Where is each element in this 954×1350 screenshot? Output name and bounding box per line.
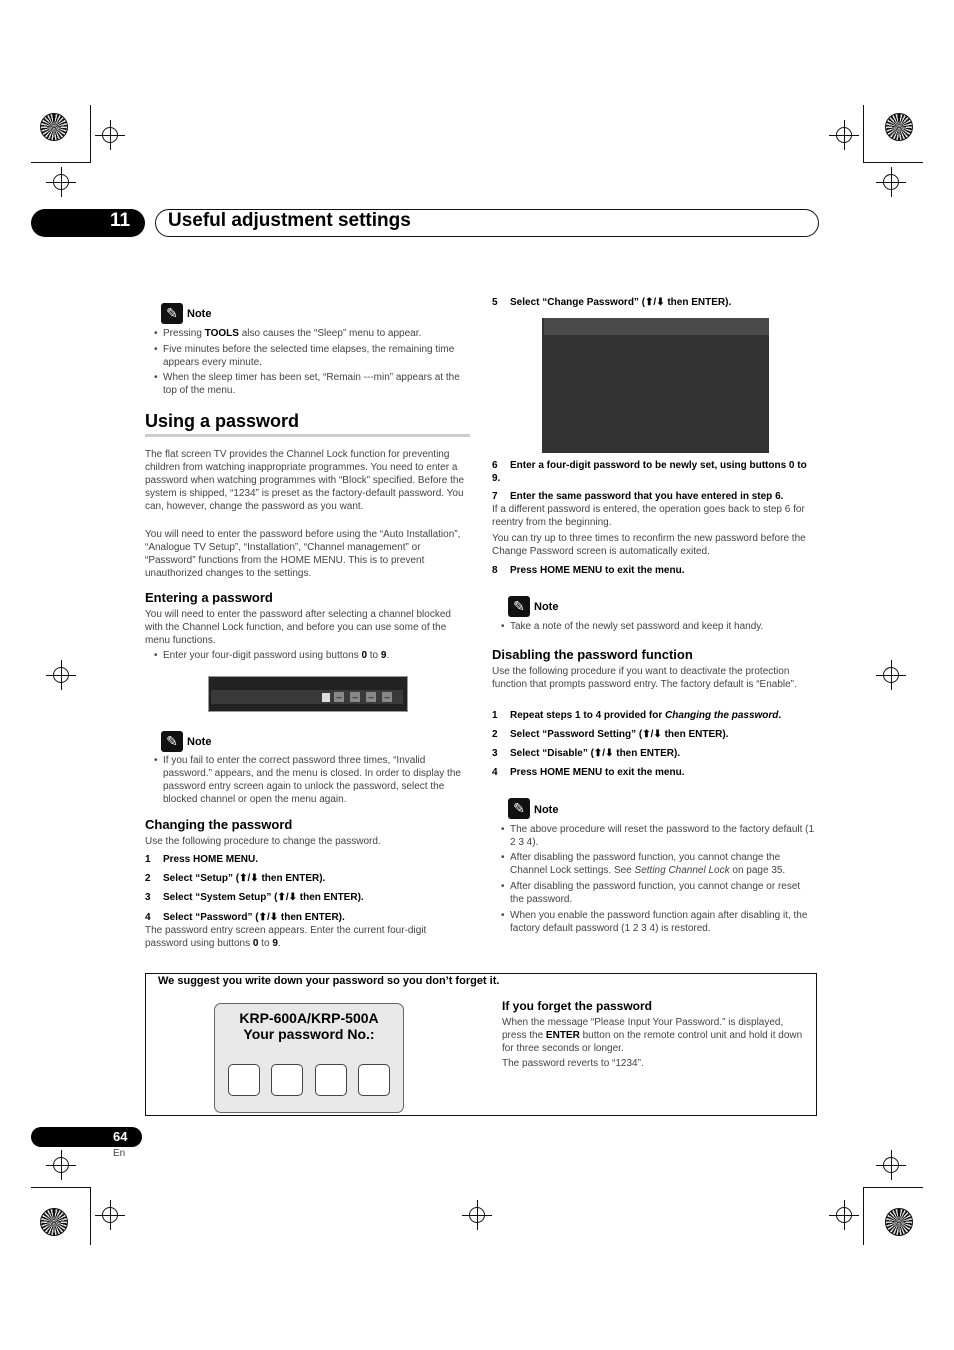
page-number: 64 [113, 1129, 128, 1144]
note-icon: ✎ [161, 731, 183, 752]
note-icon: ✎ [161, 303, 183, 324]
step-item: 4 Press HOME MENU to exit the menu. [492, 767, 685, 778]
step-item: 7 Enter the same password that you have entered in step 6. [492, 491, 784, 502]
paragraph: You will need to enter the password after selecting a channel blocked with the Channel Lock function, and before you can use some of the menu functions. [145, 609, 451, 646]
paragraph: You can try up to three times to reconfirm the new password before the Change Password screen is automatically exited. [492, 533, 806, 557]
subsection-title: Disabling the password function [492, 647, 693, 662]
list-item: • Take a note of the newly set password and keep it handy. [510, 620, 815, 633]
forget-paragraph: When the message “Please Input Your Password.” is displayed, press the ENTER button on the remote control unit and hold it down for three seconds or longer. [502, 1017, 803, 1054]
list-item: • The above procedure will reset the password to the factory default (1 2 3 4). [510, 823, 815, 849]
intro-paragraph: You will need to enter the password before using the “Auto Installation”, “Analogue TV Setup”, “Installation”, “Channel management” or “Password” functions from the HOME MENU. This is to prevent unauthorized changes to the settings. [145, 529, 461, 579]
password-digit-box [358, 1064, 390, 1096]
registration-star-icon [885, 1208, 913, 1236]
note-icon: ✎ [508, 798, 530, 819]
registration-star-icon [40, 113, 68, 141]
registration-mark-icon [883, 667, 899, 683]
section-title: Using a password [145, 411, 300, 431]
step-item: 5 Select “Change Password” (⬆/⬇ then ENTER). [492, 297, 732, 308]
list-item: • Five minutes before the selected time elapses, the remaining time appears every minute. [163, 343, 468, 369]
section-divider [145, 434, 470, 437]
note-label: Note [534, 601, 559, 613]
subsection-title: Changing the password [145, 817, 293, 832]
step-item: 6 Enter a four-digit password to be newly set, using buttons 0 to 9. [492, 460, 807, 484]
registration-mark-icon [836, 1207, 852, 1223]
note-label: Note [534, 804, 559, 816]
chapter-title: Useful adjustment settings [168, 210, 411, 231]
paragraph: Use the following procedure to change the password. [145, 836, 381, 847]
paragraph: Use the following procedure if you want to deactivate the protection function that prompts password entry. The factory default is “Enable”. [492, 666, 797, 690]
paragraph: The password entry screen appears. Enter the current four-digit password using buttons 0 to 9. [145, 925, 427, 949]
paragraph: If a different password is entered, the operation goes back to step 6 for reentry from the beginning. [492, 504, 805, 528]
step-item: 1 Press HOME MENU. [145, 854, 259, 865]
password-digit: – [366, 692, 376, 702]
chapter-number: 11 [110, 210, 131, 231]
registration-mark-icon [53, 174, 69, 190]
registration-mark-icon [53, 667, 69, 683]
list-item: • When the sleep timer has been set, “Remain ---min” appears at the top of the menu. [163, 371, 468, 397]
card-label: Your password No.: [243, 1026, 375, 1042]
registration-mark-icon [102, 1207, 118, 1223]
card-model: KRP-600A/KRP-500A [239, 1010, 379, 1026]
language-code: En [113, 1148, 126, 1159]
note-label: Note [187, 308, 212, 320]
registration-mark-icon [883, 1157, 899, 1173]
subsection-title: Entering a password [145, 590, 273, 605]
registration-star-icon [885, 113, 913, 141]
registration-mark-icon [836, 127, 852, 143]
step-item: 8 Press HOME MENU to exit the menu. [492, 565, 685, 576]
memo-headline: We suggest you write down your password so you don’t forget it. [158, 975, 500, 987]
registration-mark-icon [102, 127, 118, 143]
intro-paragraph: The flat screen TV provides the Channel Lock function for preventing children from watching inappropriate programmes. You need to enter a password when watching programmes with “Block” specified. Before the system is shipped, “1234” is preset as the factory-default password. You can, however, change the password as you want. [145, 449, 465, 512]
note-icon: ✎ [508, 596, 530, 617]
forget-title: If you forget the password [502, 999, 653, 1013]
step-item: 3 Select “System Setup” (⬆/⬇ then ENTER). [145, 892, 364, 903]
lock-icon [322, 693, 330, 702]
password-digit: – [382, 692, 392, 702]
list-item: • Enter your four-digit password using buttons 0 to 9. [163, 649, 468, 662]
list-item: • When you enable the password function again after disabling it, the factory default password (1 2 3 4) is restored. [510, 909, 815, 935]
registration-mark-icon [883, 174, 899, 190]
password-digit-box [271, 1064, 303, 1096]
step-item: 2 Select “Setup” (⬆/⬇ then ENTER). [145, 873, 326, 884]
step-item: 3 Select “Disable” (⬆/⬇ then ENTER). [492, 748, 681, 759]
registration-star-icon [40, 1208, 68, 1236]
registration-mark-icon [53, 1157, 69, 1173]
list-item: • If you fail to enter the correct password three times, “Invalid password.” appears, and the menu is closed. In order to display the password entry screen again to unlock the password, select the blocked channel or open the menu again. [163, 754, 470, 806]
step-item: 1 Repeat steps 1 to 4 provided for Changing the password. [492, 710, 782, 721]
list-item: • After disabling the password function, you cannot change or reset the password. [510, 880, 815, 906]
step-item: 4 Select “Password” (⬆/⬇ then ENTER). [145, 912, 345, 923]
registration-mark-icon [469, 1207, 485, 1223]
password-digit-box [228, 1064, 260, 1096]
list-item: • After disabling the password function, you cannot change the Channel Lock settings. See Setting Channel Lock on page 35. [510, 851, 815, 877]
list-item: • Pressing TOOLS also causes the “Sleep” menu to appear. [163, 327, 468, 340]
note-label: Note [187, 736, 212, 748]
password-digit: – [334, 692, 344, 702]
password-digit-box [315, 1064, 347, 1096]
step-item: 2 Select “Password Setting” (⬆/⬇ then ENTER). [492, 729, 729, 740]
change-password-screen [542, 318, 769, 453]
password-digit: – [350, 692, 360, 702]
reverts-paragraph: The password reverts to “1234”. [502, 1058, 644, 1069]
screen-title-bar [544, 318, 769, 335]
